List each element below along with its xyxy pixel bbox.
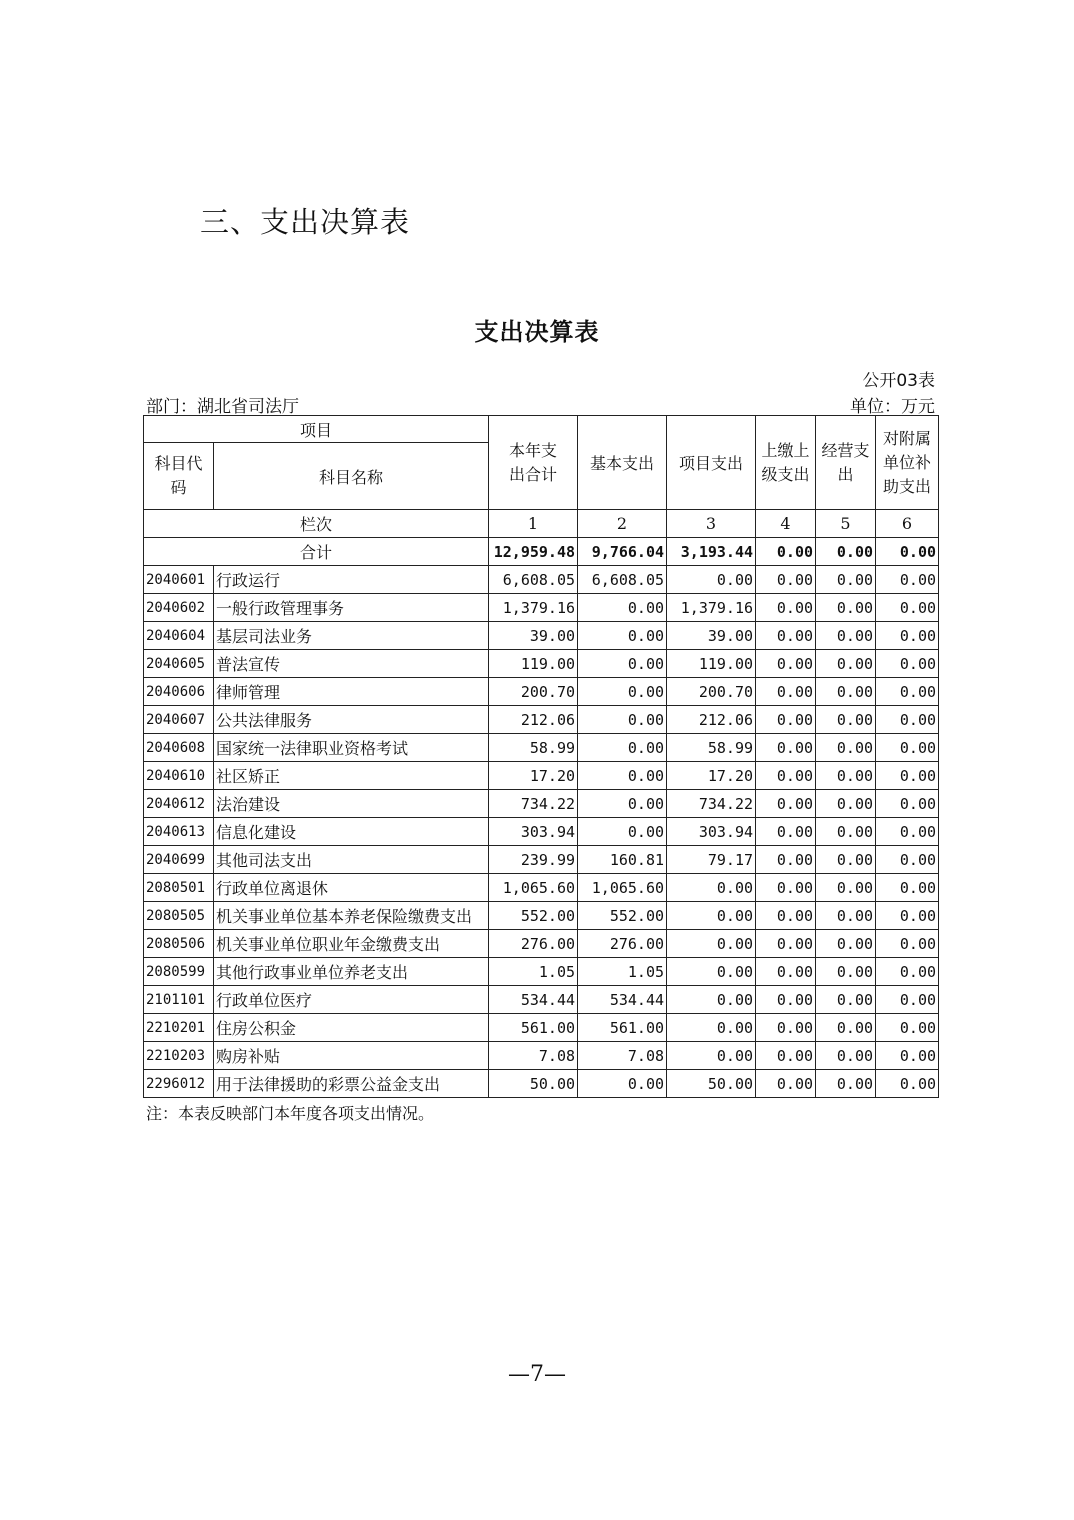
amount-cell: 17.20 <box>489 762 578 790</box>
amount-cell: 534.44 <box>489 986 578 1014</box>
amount-cell: 552.00 <box>578 902 667 930</box>
amount-cell: 0.00 <box>816 594 876 622</box>
amount-cell: 6,608.05 <box>489 566 578 594</box>
amount-cell: 0.00 <box>756 1042 816 1070</box>
amount-cell: 0.00 <box>816 958 876 986</box>
amount-cell: 160.81 <box>578 846 667 874</box>
header-basic: 基本支出 <box>578 416 667 510</box>
amount-cell: 0.00 <box>876 678 939 706</box>
subject-name: 住房公积金 <box>214 1014 489 1042</box>
amount-cell: 1,065.60 <box>578 874 667 902</box>
total-value: 0.00 <box>756 538 816 566</box>
amount-cell: 0.00 <box>756 790 816 818</box>
amount-cell: 1,379.16 <box>489 594 578 622</box>
total-value: 3,193.44 <box>667 538 756 566</box>
header-upper: 上缴上级支出 <box>756 416 816 510</box>
amount-cell: 534.44 <box>578 986 667 1014</box>
amount-cell: 0.00 <box>876 706 939 734</box>
subject-code: 2040610 <box>144 762 214 790</box>
amount-cell: 0.00 <box>816 678 876 706</box>
subject-name: 律师管理 <box>214 678 489 706</box>
subject-code: 2040699 <box>144 846 214 874</box>
subject-name: 其他司法支出 <box>214 846 489 874</box>
amount-cell: 561.00 <box>578 1014 667 1042</box>
amount-cell: 0.00 <box>876 846 939 874</box>
amount-cell: 0.00 <box>876 734 939 762</box>
amount-cell: 17.20 <box>667 762 756 790</box>
table-row <box>144 734 939 762</box>
amount-cell: 0.00 <box>756 846 816 874</box>
header-row-1 <box>144 416 939 443</box>
amount-cell: 0.00 <box>756 734 816 762</box>
amount-cell: 0.00 <box>816 1014 876 1042</box>
table-row <box>144 874 939 902</box>
amount-cell: 0.00 <box>578 1070 667 1098</box>
subject-code: 2101101 <box>144 986 214 1014</box>
column-index: 4 <box>756 510 816 538</box>
amount-cell: 0.00 <box>876 958 939 986</box>
amount-cell: 0.00 <box>756 678 816 706</box>
amount-cell: 1,379.16 <box>667 594 756 622</box>
amount-cell: 79.17 <box>667 846 756 874</box>
amount-cell: 0.00 <box>578 734 667 762</box>
table-row <box>144 846 939 874</box>
amount-cell: 0.00 <box>756 594 816 622</box>
amount-cell: 119.00 <box>489 650 578 678</box>
amount-cell: 39.00 <box>489 622 578 650</box>
amount-cell: 1.05 <box>489 958 578 986</box>
total-value: 0.00 <box>816 538 876 566</box>
amount-cell: 0.00 <box>667 930 756 958</box>
amount-cell: 0.00 <box>578 594 667 622</box>
amount-cell: 0.00 <box>756 986 816 1014</box>
amount-cell: 0.00 <box>667 1042 756 1070</box>
subject-code: 2210201 <box>144 1014 214 1042</box>
header-total: 本年支出合计 <box>489 416 578 510</box>
amount-cell: 0.00 <box>816 874 876 902</box>
amount-cell: 0.00 <box>816 622 876 650</box>
subject-name: 国家统一法律职业资格考试 <box>214 734 489 762</box>
amount-cell: 0.00 <box>876 566 939 594</box>
amount-cell: 276.00 <box>489 930 578 958</box>
amount-cell: 0.00 <box>876 790 939 818</box>
amount-cell: 552.00 <box>489 902 578 930</box>
amount-cell: 0.00 <box>578 706 667 734</box>
amount-cell: 7.08 <box>489 1042 578 1070</box>
form-number: 公开03表 <box>862 371 935 391</box>
subject-code: 2210203 <box>144 1042 214 1070</box>
amount-cell: 0.00 <box>816 790 876 818</box>
amount-cell: 0.00 <box>578 818 667 846</box>
amount-cell: 0.00 <box>816 902 876 930</box>
column-index-row <box>144 510 939 538</box>
column-index: 6 <box>876 510 939 538</box>
amount-cell: 561.00 <box>489 1014 578 1042</box>
amount-cell: 6,608.05 <box>578 566 667 594</box>
amount-cell: 0.00 <box>816 650 876 678</box>
column-index: 5 <box>816 510 876 538</box>
amount-cell: 0.00 <box>816 818 876 846</box>
amount-cell: 0.00 <box>578 622 667 650</box>
amount-cell: 303.94 <box>667 818 756 846</box>
subject-name: 机关事业单位基本养老保险缴费支出 <box>214 902 489 930</box>
amount-cell: 0.00 <box>816 706 876 734</box>
amount-cell: 50.00 <box>667 1070 756 1098</box>
amount-cell: 0.00 <box>816 930 876 958</box>
amount-cell: 0.00 <box>756 566 816 594</box>
table-row <box>144 1042 939 1070</box>
table-row <box>144 650 939 678</box>
amount-cell: 0.00 <box>876 986 939 1014</box>
table-row <box>144 902 939 930</box>
amount-cell: 734.22 <box>489 790 578 818</box>
amount-cell: 0.00 <box>876 930 939 958</box>
table-row <box>144 622 939 650</box>
amount-cell: 0.00 <box>756 874 816 902</box>
table-row <box>144 986 939 1014</box>
table-row <box>144 594 939 622</box>
amount-cell: 276.00 <box>578 930 667 958</box>
subject-name: 信息化建设 <box>214 818 489 846</box>
subject-code: 2080506 <box>144 930 214 958</box>
amount-cell: 58.99 <box>667 734 756 762</box>
header-business: 经营支出 <box>816 416 876 510</box>
amount-cell: 0.00 <box>876 1042 939 1070</box>
subject-name: 一般行政管理事务 <box>214 594 489 622</box>
subject-code: 2040606 <box>144 678 214 706</box>
amount-cell: 7.08 <box>578 1042 667 1070</box>
subject-code: 2040607 <box>144 706 214 734</box>
subject-name: 购房补贴 <box>214 1042 489 1070</box>
header-code: 科目代码 <box>144 443 214 510</box>
subject-code: 2040604 <box>144 622 214 650</box>
subject-name: 行政运行 <box>214 566 489 594</box>
amount-cell: 0.00 <box>756 1070 816 1098</box>
amount-cell: 0.00 <box>667 566 756 594</box>
amount-cell: 0.00 <box>667 958 756 986</box>
amount-cell: 0.00 <box>876 818 939 846</box>
amount-cell: 50.00 <box>489 1070 578 1098</box>
amount-cell: 1,065.60 <box>489 874 578 902</box>
subject-name: 基层司法业务 <box>214 622 489 650</box>
amount-cell: 0.00 <box>816 734 876 762</box>
total-value: 9,766.04 <box>578 538 667 566</box>
amount-cell: 0.00 <box>578 790 667 818</box>
table-row <box>144 678 939 706</box>
subject-name: 社区矫正 <box>214 762 489 790</box>
amount-cell: 0.00 <box>816 762 876 790</box>
amount-cell: 303.94 <box>489 818 578 846</box>
amount-cell: 0.00 <box>667 986 756 1014</box>
table-row <box>144 958 939 986</box>
subject-name: 普法宣传 <box>214 650 489 678</box>
header-subsidy: 对附属单位补助支出 <box>876 416 939 510</box>
amount-cell: 200.70 <box>489 678 578 706</box>
subject-code: 2080599 <box>144 958 214 986</box>
table-row <box>144 1014 939 1042</box>
table-row <box>144 1070 939 1098</box>
total-label: 合计 <box>144 538 489 566</box>
amount-cell: 0.00 <box>816 846 876 874</box>
amount-cell: 0.00 <box>876 874 939 902</box>
column-index: 2 <box>578 510 667 538</box>
amount-cell: 0.00 <box>756 930 816 958</box>
table-row <box>144 790 939 818</box>
section-title: 三、支出决算表 <box>200 205 411 239</box>
page-number: —7— <box>508 1362 566 1387</box>
amount-cell: 0.00 <box>816 566 876 594</box>
header-item: 项目 <box>144 416 489 443</box>
subject-name: 公共法律服务 <box>214 706 489 734</box>
amount-cell: 239.99 <box>489 846 578 874</box>
table-row <box>144 762 939 790</box>
amount-cell: 212.06 <box>489 706 578 734</box>
amount-cell: 0.00 <box>876 622 939 650</box>
column-index: 3 <box>667 510 756 538</box>
table-row <box>144 566 939 594</box>
amount-cell: 0.00 <box>756 762 816 790</box>
subject-code: 2080501 <box>144 874 214 902</box>
column-index: 1 <box>489 510 578 538</box>
amount-cell: 0.00 <box>816 1070 876 1098</box>
amount-cell: 0.00 <box>876 902 939 930</box>
amount-cell: 39.00 <box>667 622 756 650</box>
amount-cell: 0.00 <box>876 1014 939 1042</box>
amount-cell: 0.00 <box>876 594 939 622</box>
table-row <box>144 930 939 958</box>
total-value: 12,959.48 <box>489 538 578 566</box>
amount-cell: 0.00 <box>756 706 816 734</box>
amount-cell: 0.00 <box>667 874 756 902</box>
subject-name: 行政单位医疗 <box>214 986 489 1014</box>
amount-cell: 0.00 <box>578 762 667 790</box>
amount-cell: 0.00 <box>876 1070 939 1098</box>
amount-cell: 0.00 <box>578 678 667 706</box>
amount-cell: 0.00 <box>756 622 816 650</box>
subject-code: 2296012 <box>144 1070 214 1098</box>
amount-cell: 119.00 <box>667 650 756 678</box>
amount-cell: 0.00 <box>667 902 756 930</box>
subject-code: 2040601 <box>144 566 214 594</box>
total-value: 0.00 <box>876 538 939 566</box>
subject-name: 其他行政事业单位养老支出 <box>214 958 489 986</box>
subject-name: 法治建设 <box>214 790 489 818</box>
amount-cell: 0.00 <box>876 762 939 790</box>
total-row <box>144 538 939 566</box>
subject-code: 2040608 <box>144 734 214 762</box>
amount-cell: 734.22 <box>667 790 756 818</box>
table-note: 注：本表反映部门本年度各项支出情况。 <box>146 1104 435 1123</box>
subject-code: 2080505 <box>144 902 214 930</box>
amount-cell: 0.00 <box>876 650 939 678</box>
amount-cell: 0.00 <box>578 650 667 678</box>
unit-label: 单位：万元 <box>850 397 935 417</box>
amount-cell: 212.06 <box>667 706 756 734</box>
amount-cell: 0.00 <box>756 1014 816 1042</box>
table-row <box>144 818 939 846</box>
subject-code: 2040602 <box>144 594 214 622</box>
amount-cell: 0.00 <box>756 650 816 678</box>
subject-code: 2040613 <box>144 818 214 846</box>
amount-cell: 0.00 <box>756 902 816 930</box>
column-index-label: 栏次 <box>144 510 489 538</box>
header-project: 项目支出 <box>667 416 756 510</box>
amount-cell: 0.00 <box>816 986 876 1014</box>
table-title: 支出决算表 <box>474 318 600 346</box>
subject-name: 行政单位离退休 <box>214 874 489 902</box>
amount-cell: 0.00 <box>816 1042 876 1070</box>
header-name: 科目名称 <box>214 443 489 510</box>
table-row <box>144 706 939 734</box>
expenditure-table <box>143 415 939 1098</box>
subject-code: 2040612 <box>144 790 214 818</box>
subject-name: 机关事业单位职业年金缴费支出 <box>214 930 489 958</box>
amount-cell: 0.00 <box>756 818 816 846</box>
amount-cell: 58.99 <box>489 734 578 762</box>
subject-code: 2040605 <box>144 650 214 678</box>
subject-name: 用于法律援助的彩票公益金支出 <box>214 1070 489 1098</box>
amount-cell: 0.00 <box>667 1014 756 1042</box>
department-label: 部门：湖北省司法厅 <box>146 397 299 417</box>
amount-cell: 1.05 <box>578 958 667 986</box>
amount-cell: 0.00 <box>756 958 816 986</box>
amount-cell: 200.70 <box>667 678 756 706</box>
